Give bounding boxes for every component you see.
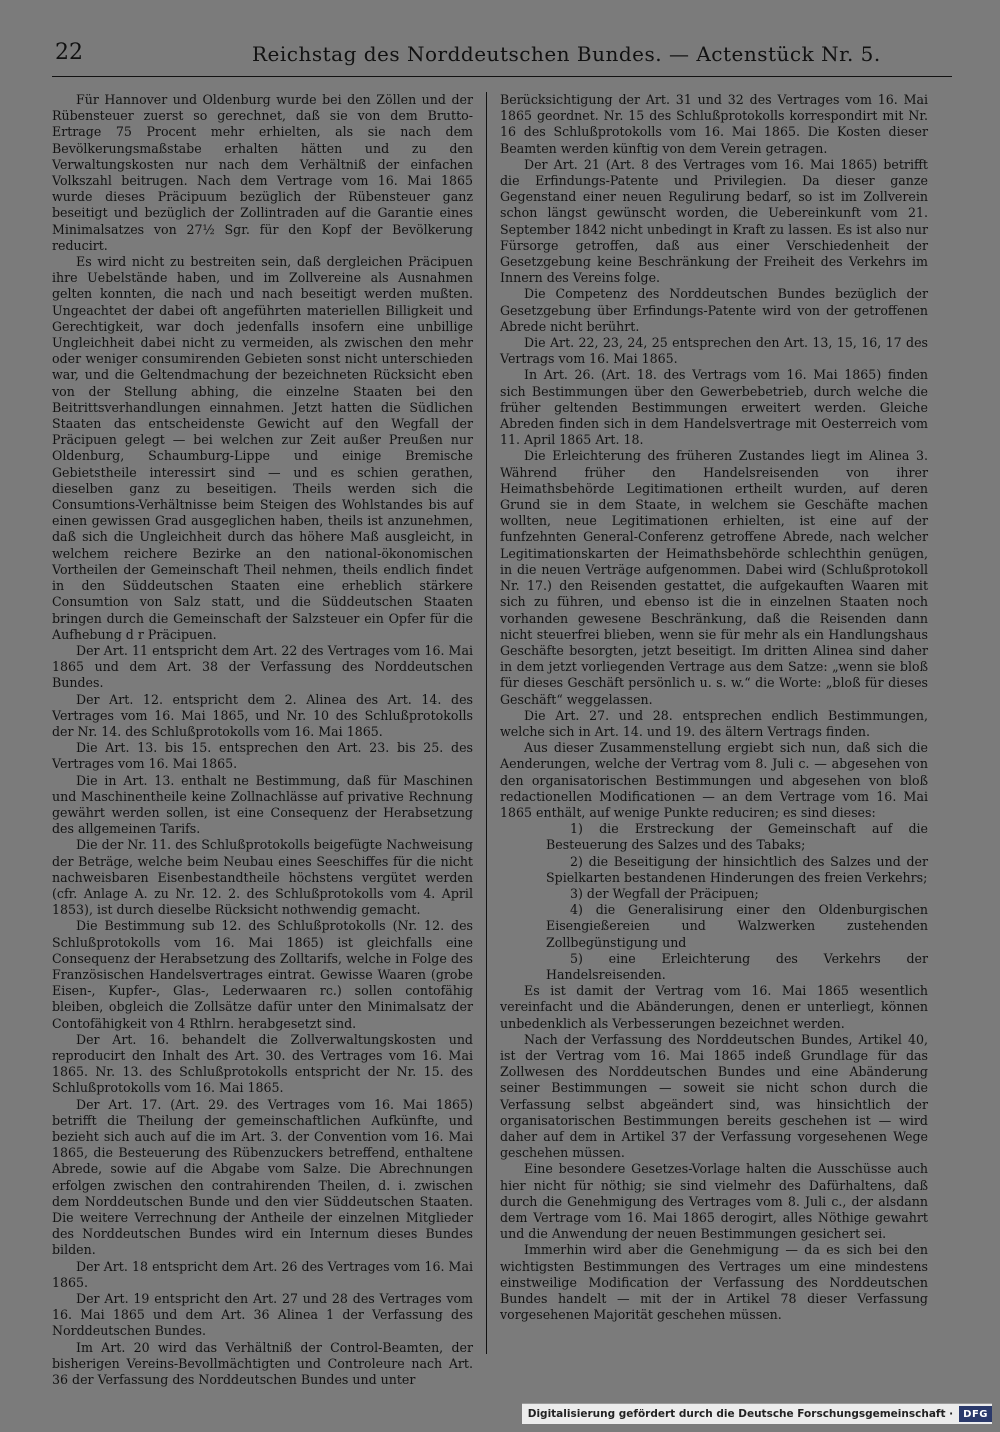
dfg-logo (959, 1406, 992, 1422)
right-text-column (500, 92, 928, 1354)
enumerated-item: 3) der Wegfall der Präcipuen; (570, 885, 759, 901)
paragraph: Die Art. 22, 23, 24, 25 entsprechen den Art. 13, 15, 16, 17 des Vertrags vom 16. Mai 1865. (500, 335, 928, 367)
left-text-column (52, 92, 473, 1388)
paragraph: Der Art. 17. (Art. 29. des Vertrages vom 16. Mai 1865) betrifft die Theilung der gemeinschaftlichen Aufkünfte, und bezieht sich auch auf die im Art. 3. der Convention vom 16. Mai 1865, die Besteuerung des Rübenzuckers betreffend, enthaltene Abrede, sowie auf die Abgabe vom Salze. Die Abrechnungen erfolgen zwischen den contrahirenden Theilen, d. i. zwischen dem Norddeutschen Bunde und den vier Süddeutschen Staaten. Die weitere Verrechnung der Antheile der einzelnen Mitglieder des Norddeutschen Bundes wird ein Internum dieses Bundes bilden. (52, 1096, 473, 1258)
paragraph: Die Art. 27. und 28. entsprechen endlich Bestimmungen, welche sich in Art. 14. und 19. des ältern Vertrags finden. (500, 707, 928, 739)
paragraph: Der Art. 12. entspricht dem 2. Alinea des Art. 14. des Vertrages vom 16. Mai 1865, und Nr. 10 des Schlußprotokolls der Nr. 14. des Schlußprotokolls vom 16. Mai 1865. (52, 691, 473, 739)
page-header (52, 36, 952, 77)
column-divider (486, 92, 487, 1354)
paragraph: Die Art. 13. bis 15. entsprechen den Art. 23. bis 25. des Vertrages vom 16. Mai 1865. (52, 740, 473, 772)
paragraph: Immerhin wird aber die Genehmigung — da es sich bei den wichtigsten Bestimmungen des Vertrages um eine mindestens einstweilige Modification der Verfassung des Norddeutschen Bundes handelt — mit der in Artikel 78 dieser Verfassung vorgesehenen Majorität geschehen müssen. (500, 1242, 928, 1323)
paragraph: Der Art. 18 entspricht dem Art. 26 des Vertrages vom 16. Mai 1865. (52, 1258, 473, 1290)
paragraph: Im Art. 20 wird das Verhältniß der Control-Beamten, der bisherigen Vereins-Bevollmächtigten und Controleure nach Art. 36 der Verfassung des Norddeutschen Bundes und unter (52, 1339, 473, 1388)
paragraph: Der Art. 19 entspricht den Art. 27 und 28 des Vertrages vom 16. Mai 1865 und dem Art. 36 Alinea 1 der Verfassung des Norddeutschen Bundes. (52, 1291, 473, 1339)
enumerated-item: 2) die Beseitigung der hinsichtlich des Salzes und der Spielkarten bestandenen Hinderungen des freien Verkehrs; (546, 853, 928, 885)
paragraph-continuation: Berücksichtigung der Art. 31 und 32 des Vertrages vom 16. Mai 1865 geordnet. Nr. 15 des Schlußprotokolls korrespondirt mit Nr. 16 des Schlußprotokolls vom 16. Mai 1865. Die Kosten dieser Beamten werden künftig von dem Verein getragen. (500, 92, 928, 156)
paragraph: In Art. 26. (Art. 18. des Vertrags vom 16. Mai 1865) finden sich Bestimmungen über den Gewerbebetrieb, durch welche die früher geltenden Bestimmungen erweitert werden. Gleiche Abreden finden sich in dem Handelsvertrage mit Oesterreich vom 11. April 1865 Art. 18. (500, 367, 928, 448)
paragraph: Für Hannover und Oldenburg wurde bei den Zöllen und der Rübensteuer zuerst so gerechnet, daß sie von dem Brutto-Ertrage 75 Procent mehr erhielten, als sie nach dem Bevölkerungsmaßstabe erhalten hätten und zu den Verwaltungskosten nur nach dem Verhältniß der einfachen Volkszahl beitrugen. Nach dem Vertrage vom 16. Mai 1865 wurde dieses Präcipuum bezüglich der Rübensteuer ganz beseitigt und bezüglich der Zollintraden auf die Garantie eines Minimalsatzes von 27½ Sgr. für den Kopf der Bevölkerung reducirt. (52, 92, 473, 253)
paragraph: Es wird nicht zu bestreiten sein, daß dergleichen Präcipuen ihre Uebelstände haben, und im Zollvereine als Ausnahmen gelten konnten, die nach und nach beseitigt werden mußten. Ungeachtet der dabei oft angeführten materiellen Billigkeit und Gerechtigkeit, war doch jedenfalls insofern eine unbillige Ungleichheit dabei nicht zu vermeiden, als zwischen den mehr oder weniger consumirenden Gebieten sonst nicht unterschieden war, und die Geltendmachung der bezeichneten Rücksicht eben von der Stellung abhing, die einzelne Staaten bei den Beitrittsverhandlungen einnahmen. Jetzt hatten die Südlichen Staaten das entscheidenste Gewicht auf den Wegfall der Präcipuen gelegt — bei welchen zur Zeit außer Preußen nur Oldenburg, Schaumburg-Lippe und einige Bremische Gebietstheile interessirt sind — und es schien gerathen, dieselben ganz zu beseitigen. Theils werden sich die Consumtions-Verhältnisse beim Steigen des Wohlstandes bis auf einen gewissen Grad ausgeglichen haben, theils ist anzunehmen, daß sich die Ungleichheit durch das höhere Maß ausgleicht, in welchem reichere Bezirke an den national-ökonomischen Vortheilen der Gemeinschaft Theil nehmen, theils endlich findet in den Süddeutschen Staaten eine erheblich stärkere Consumtion von Salz statt, und die Süddeutschen Staaten bringen durch die Gemeinschaft der Salzsteuer ein Opfer für die Aufhebung d r Präcipuen. (52, 254, 473, 642)
paragraph: Der Art. 11 entspricht dem Art. 22 des Vertrages vom 16. Mai 1865 und dem Art. 38 der Verfassung des Norddeutschen Bundes. (52, 642, 473, 691)
enumerated-item: 5) eine Erleichterung des Verkehrs der Handelsreisenden. (546, 950, 928, 982)
page-number: 22 (55, 40, 83, 65)
paragraph: Es ist damit der Vertrag vom 16. Mai 1865 wesentlich vereinfacht und die Abänderungen, denen er unterliegt, können unbedenklich als Verbesserungen bezeichnet werden. (500, 983, 928, 1031)
dfg-text-separator: · (945, 1408, 954, 1420)
paragraph: Die der Nr. 11. des Schlußprotokolls beigefügte Nachweisung der Beträge, welche beim Neubau eines Seeschiffes für die nicht nachweisbaren Eisenbestandtheile höchstens vergütet werden (cfr. Anlage A. zu Nr. 12. 2. des Schlußprotokolls vom 4. April 1853), ist durch dieselbe Rücksicht nothwendig gemacht. (52, 837, 473, 918)
digitization-credit-text: Digitalisierung gefördert durch die Deutsche Forschungsgemeinschaft (527, 1408, 946, 1420)
paragraph: Nach der Verfassung des Norddeutschen Bundes, Artikel 40, ist der Vertrag vom 16. Mai 1865 indeß Grundlage für das Zollwesen des Norddeutschen Bundes und eine Abänderung seiner Bestimmungen — soweit sie nicht schon durch die Verfassung selbst abgeändert sind, was hinsichtlich der organisatorischen Bestimmungen bereits geschehen ist — wird daher auf dem in Artikel 37 der Verfassung vorgesehenen Wege geschehen müssen. (500, 1031, 928, 1161)
paragraph: Der Art. 16. behandelt die Zollverwaltungskosten und reproducirt den Inhalt des Art. 30. des Vertrages vom 16. Mai 1865. Nr. 13. des Schlußprotokolls entspricht der Nr. 15. des Schlußprotokolls vom 16. Mai 1865. (52, 1031, 473, 1096)
paragraph: Eine besondere Gesetzes-Vorlage halten die Ausschüsse auch hier nicht für nöthig; sie sind vielmehr des Dafürhaltens, daß durch die Genehmigung des Vertrages vom 8. Juli c., der alsdann dem Vertrage vom 16. Mai 1865 derogirt, alles Nöthige gewahrt und die Anwendung der neuen Bestimmungen gesichert sei. (500, 1161, 928, 1242)
enumerated-item: 1) die Erstreckung der Gemeinschaft auf die Besteuerung des Salzes und des Tabaks; (546, 821, 928, 853)
paragraph: Die Competenz des Norddeutschen Bundes bezüglich der Gesetzgebung über Erfindungs-Patente wird von der getroffenen Abrede nicht berührt. (500, 286, 928, 334)
paragraph: Aus dieser Zusammenstellung ergiebt sich nun, daß sich die Aenderungen, welche der Vertrag vom 8. Juli c. — abgesehen von den organisatorischen Bestimmungen und abgesehen von bloß redactionellen Modificationen — an dem Vertrage vom 16. Mai 1865 enthält, auf wenige Punkte reduciren; es sind dieses: (500, 740, 928, 820)
enumerated-item: 4) die Generalisirung einer den Oldenburgischen Eisengießereien und Walzwerken zustehenden Zollbegünstigung und (546, 902, 928, 950)
running-title: Reichstag des Norddeutschen Bundes. — Actenstück Nr. 5. (252, 42, 881, 66)
paragraph: Die in Art. 13. enthalt ne Bestimmung, daß für Maschinen und Maschinentheile keine Zollnachlässe auf privative Rechnung gewährt werden sollen, ist eine Consequenz der Herabsetzung des allgemeinen Tarifs. (52, 772, 473, 837)
paragraph: Der Art. 21 (Art. 8 des Vertrages vom 16. Mai 1865) betrifft die Erfindungs-Patente und Privilegien. Da dieser ganze Gegenstand einer neuen Regulirung bedarf, so ist im Zollverein schon längst gewünscht worden, die Uebereinkunft vom 21. September 1842 nicht unbedingt in Kraft zu lassen. Es ist also nur Fürsorge getroffen, daß aus einer Verschiedenheit der Gesetzgebung keine Beschränkung der Freiheit des Verkehrs im Innern des Vereins folge. (500, 156, 928, 286)
paragraph: Die Bestimmung sub 12. des Schlußprotokolls (Nr. 12. des Schlußprotokolls vom 16. Mai 1865) ist gleichfalls eine Consequenz der Herabsetzung des Zolltarifs, welche in Folge des Französischen Handelsvertrages eintrat. Gewisse Waaren (grobe Eisen-, Kupfer-, Glas-, Lederwaaren rc.) sollen contofähig bleiben, obgleich die Zollsätze dafür unter den Minimalsatz der Contofähigkeit von 4 Rthlrn. herabgesetzt sind. (52, 918, 473, 1031)
digitization-credit-bar (522, 1403, 992, 1424)
paragraph: Die Erleichterung des früheren Zustandes liegt im Alinea 3. Während früher den Handelsreisenden von ihrer Heimathsbehörde Legitimationen ertheilt wurden, auf deren Grund sie in dem Staate, in welchem sie Geschäfte machen wollten, neue Legitimationen erhielten, ist eine auf der funfzehnten General-Conferenz getroffene Abrede, nach welcher Legitimationskarten der Heimathsbehörde schlechthin genügen, in die neuen Verträge aufgenommen. Dabei wird (Schlußprotokoll Nr. 17.) den Reisenden gestattet, die aufgekauften Waaren mit sich zu führen, und ebenso ist die in einzelnen Staaten noch vorhanden gewesene Beschränkung, daß die Reisenden dann nicht steuerfrei blieben, wenn sie für mehr als ein Handlungshaus Geschäfte besorgten, jetzt beseitigt. Im dritten Alinea sind daher in dem jetzt vorliegenden Vertrage aus dem Satze: „wenn sie bloß für dieses Geschäft persönlich u. s. w.“ die Worte: „bloß für dieses Geschäft“ weggelassen. (500, 448, 928, 707)
dfg-logo-text: DFG (963, 1408, 988, 1420)
